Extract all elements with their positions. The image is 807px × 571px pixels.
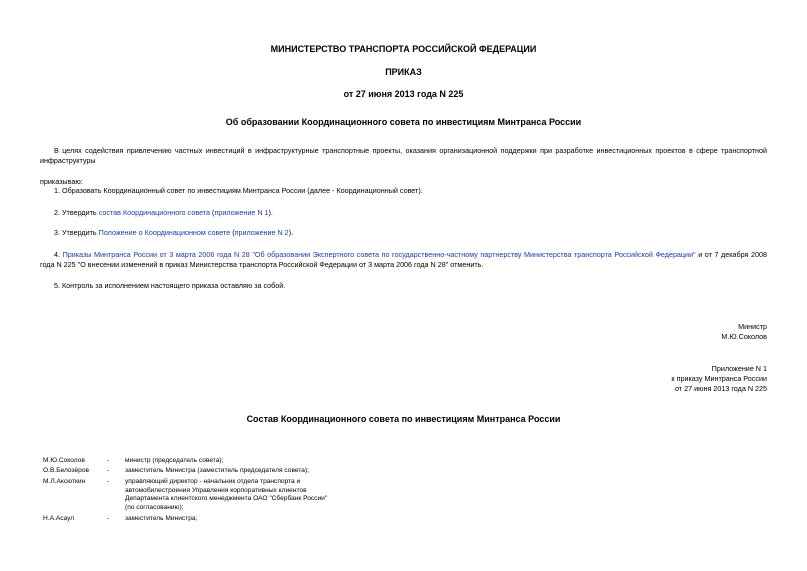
member-dash: -	[107, 457, 110, 464]
member-name: Н.А.Асаул	[43, 515, 75, 522]
item-3-mid: (	[230, 228, 235, 237]
member-name: М.Л.Аксюткин	[43, 478, 86, 485]
signature-position: Министр	[738, 322, 767, 331]
repealed-orders-link[interactable]: Приказы Минтранса России от 3 марта 2006 года N 28 "Об образовании Экспертного совета по государственно-частному партнерству Министерства транспорта Российской Федерации"	[62, 250, 696, 259]
appendix-title: Состав Координационного совета по инвестициям Минтранса России	[246, 414, 561, 424]
regulation-link[interactable]: Положение о Координационном совете	[98, 228, 231, 237]
member-role-line: (по согласованию);	[125, 503, 184, 511]
member-role: министр (председатель совета);	[125, 457, 224, 464]
order-word: приказываю:	[40, 177, 83, 186]
item-2-mid: (	[210, 208, 215, 217]
order-item-5: 5. Контроль за исполнением настоящего приказа оставляю за собой.	[54, 281, 286, 290]
signature-name: М.Ю.Соколов	[721, 332, 767, 341]
doc-title: Об образовании Координационного совета по инвестициям Минтранса России	[225, 117, 582, 127]
member-role: заместитель Министра (заместитель председателя совета);	[125, 467, 309, 474]
member-dash: -	[107, 515, 110, 522]
ministry-heading: МИНИСТЕРСТВО ТРАНСПОРТА РОССИЙСКОЙ ФЕДЕРАЦИИ	[270, 44, 537, 54]
item-2-prefix: 2. Утвердить	[54, 208, 99, 217]
member-dash: -	[107, 478, 110, 485]
appendix-label: Приложение N 1	[711, 364, 767, 373]
appendix-2-link[interactable]: приложение N 2	[234, 228, 289, 237]
preamble-paragraph: В целях содействия привлечению частных инвестиций в инфраструктурные транспортные проекты, оказания организационной поддержки при разработке инвестиционных проектов в сфере транспортной инфраструктуры	[40, 146, 767, 165]
appendix-1-link[interactable]: приложение N 1	[214, 208, 269, 217]
item-3-prefix: 3. Утвердить	[54, 228, 99, 237]
member-name: М.Ю.Соколов	[43, 457, 85, 464]
item-3-suffix: ).	[288, 228, 294, 237]
composition-link[interactable]: состав Координационного совета	[98, 208, 211, 217]
member-dash: -	[107, 467, 110, 474]
appendix-date: от 27 июня 2013 года N 225	[674, 384, 767, 393]
item-2-suffix: ).	[268, 208, 273, 217]
appendix-ref: к приказу Минтранса России	[671, 374, 767, 383]
order-item-2	[54, 208, 273, 218]
item-4-text: и от 7 декабря 2008 года N 225 "О внесении изменений в приказ Министерства транспорта Российской Федерации от 3 марта 2006 года N 28" отменить.	[40, 250, 767, 269]
member-role-line: Департамента клиентского менеджмента ОАО "Сбербанк России"	[125, 495, 328, 503]
doc-date-number: от 27 июня 2013 года N 225	[343, 89, 464, 99]
item-4-prefix: 4.	[54, 250, 63, 259]
member-role-line: управляющий директор - начальник отдела транспорта и	[125, 478, 301, 485]
doc-type-heading: ПРИКАЗ	[385, 67, 422, 77]
order-item-1: 1. Образовать Координационный совет по инвестициям Минтранса России (далее - Координационный совет).	[54, 186, 423, 195]
order-item-4	[40, 250, 767, 270]
member-role: заместитель Министра;	[125, 515, 198, 522]
member-name: О.В.Белозёров	[43, 467, 90, 474]
member-role-line: автомобилестроения Управления корпоративных клиентов	[125, 486, 307, 494]
order-item-3	[54, 228, 293, 238]
